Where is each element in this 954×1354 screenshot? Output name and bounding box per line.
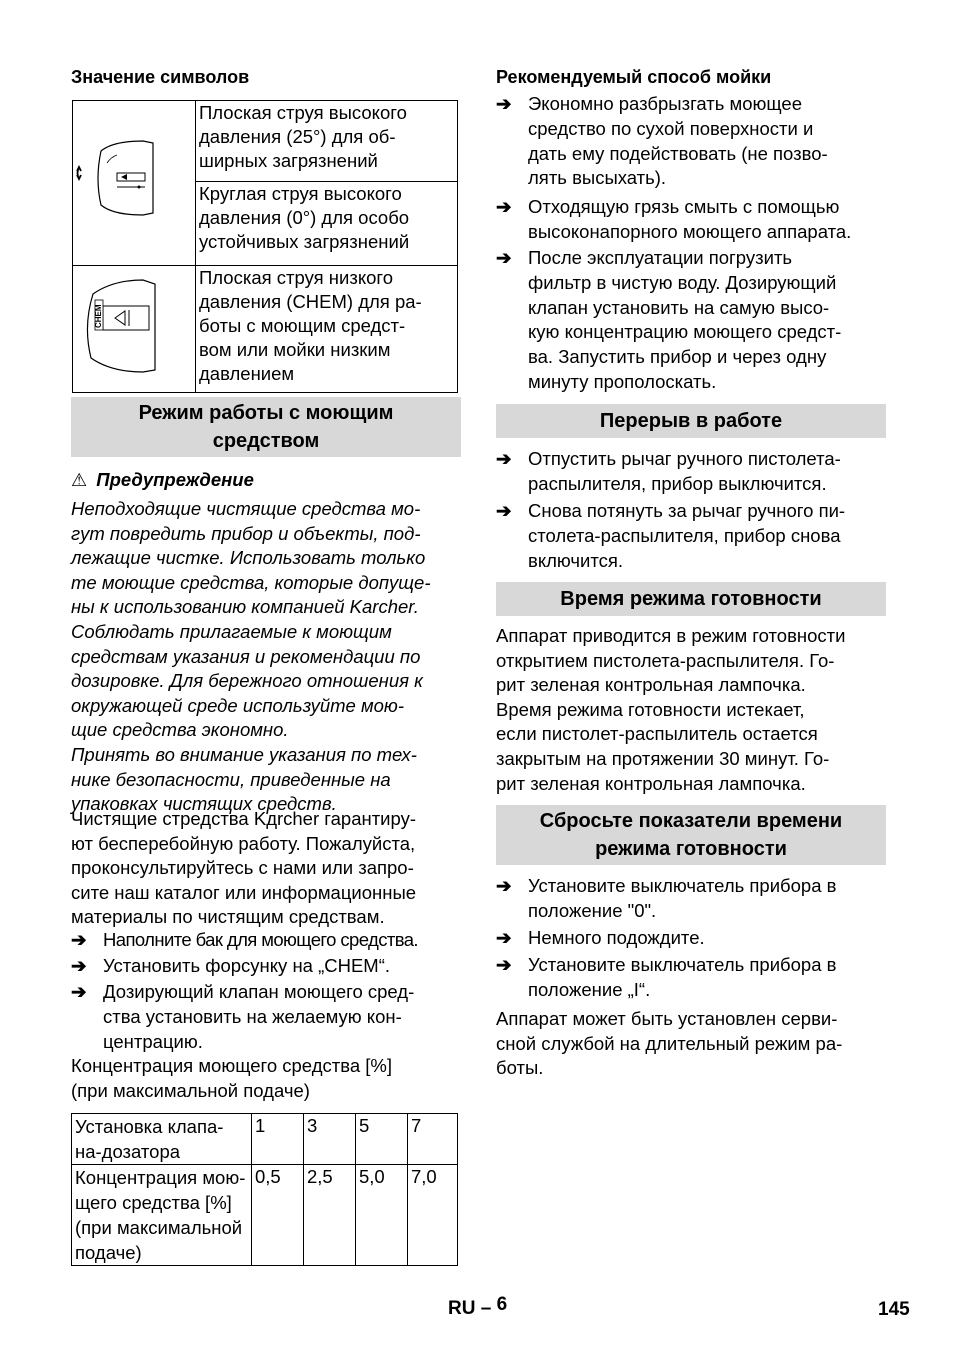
detergent-intro-text: Чистящие стредства Kдrcher гарантиру- ют бесперебойную работу. Пожалуйста, проконсультируйтесь с нами или запро- сите наш каталог или информационные материалы по чистящим средствам. [71,808,417,928]
table-cell: 2,5 [304,1165,356,1266]
arrow-icon: ➔ [71,955,87,976]
high-pressure-nozzle-icon [73,101,195,259]
list-item: ➔ Отпустить рычаг ручного пистолета- распылителя, прибор выключится. [496,448,841,494]
standby-text: Аппарат приводится в режим готовности открытием пистолета-распылителя. Го- рит зеленая контрольная лампочка. Время режима готовности истекает, если пистолет-распылитель остается закрытым на протяжении 30 минут. Го- рит зеленая контрольная лампочка. [496,625,846,794]
service-text: Аппарат может быть установлен серви- сной службой на длительный режим ра- боты. [496,1008,843,1079]
symbol-desc-flat-high: Плоская струя высокого давления (25°) для об- ширных загрязнений [196,101,458,182]
list-item: ➔ Снова потянуть за рычаг ручного пи- столета-распылителя, прибор снова включится. [496,500,846,571]
nozzle-high-pressure-cell [73,101,196,266]
footer-lang: RU [448,1298,476,1319]
table-cell: 0,5 [252,1165,304,1266]
list-item: ➔ Установить форсунку на „CHEM“. [71,954,461,979]
table-header-cell: Концентрация мою- щего средства [%] (при максимальной подаче) [72,1165,252,1266]
concentration-table [71,1113,458,1266]
warning-title: Предупреждение [96,469,254,490]
table-cell: 1 [252,1114,304,1165]
reset-heading: Сбросьте показатели времени режима готовности [496,805,886,865]
arrow-icon: ➔ [496,448,512,469]
list-item: ➔ Установите выключатель прибора в положение "0". [496,875,837,921]
symbols-heading: Значение символов [71,67,250,87]
arrow-icon: ➔ [71,929,87,950]
list-item: ➔ Наполните бак для моющего средства. [71,928,461,953]
break-heading: Перерыв в работе [496,404,886,438]
chem-label: CHEM [94,304,103,328]
symbols-table [72,100,458,393]
arrow-icon: ➔ [496,500,512,521]
list-item: ➔ Немного подождите. [496,926,886,951]
chem-nozzle-icon [73,266,195,386]
list-item: ➔ Экономно разбрызгать моющее средство по сухой поверхности и дать ему подействовать (не позво- лять высыхать). [496,93,828,189]
table-cell: 7 [408,1114,458,1165]
footer-section-page: 6 [496,1294,508,1315]
arrow-icon: ➔ [496,954,512,975]
symbol-desc-round-high: Круглая струя высокого давления (0°) для особо устойчивых загрязнений [196,181,458,265]
list-item: ➔ Отходящую грязь смыть с помощью высоконапорного моющего аппарата. [496,196,852,242]
standby-heading: Время режима готовности [496,582,886,616]
list-item: ➔ Дозирующий клапан моющего сред- ства установить на желаемую кон- центрацию. [71,981,415,1052]
warning-icon: ⚠ [71,470,88,490]
arrow-icon: ➔ [71,981,87,1002]
symbol-desc-flat-low: Плоская струя низкого давления (CHEM) для ра- боты с моющим средст- вом или мойки низким давлением [196,266,458,393]
page-number: 145 [878,1299,910,1320]
table-cell: 7,0 [408,1165,458,1266]
page-footer-section [448,1294,508,1320]
footer-dash: – [480,1298,492,1319]
table-cell: 3 [304,1114,356,1165]
method-heading: Рекомендуемый способ мойки [496,67,772,87]
arrow-icon: ➔ [496,93,512,114]
arrow-icon: ➔ [496,196,512,217]
arrow-icon: ➔ [496,927,512,948]
arrow-icon: ➔ [496,247,512,268]
table-cell: 5 [356,1114,408,1165]
list-item: ➔ Установите выключатель прибора в положение „I“. [496,954,837,1000]
warning-title-row [71,468,254,492]
table-header-cell: Установка клапа- на-дозатора [72,1114,252,1165]
warning-text: Неподходящие чистящие средства мо- гут повредить прибор и объекты, под- лежащие чистке. Использовать только те моющие средства, которые допуще- ны к использованию компанией Karcher. Соблюдать прилагаемые к моющим средствам указания и рекомендации по дозировке. Для бережного отношения к окружающей среде используйте мою- щие средства экономно. Принять во внимание указания по тех- нике безопасности, приведенные на упаковках чистящих средств. [71,498,431,815]
table-cell: 5,0 [356,1165,408,1266]
arrow-icon: ➔ [496,875,512,896]
concentration-caption: Концентрация моющего средства [%] (при максимальной подаче) [71,1055,392,1101]
detergent-mode-heading: Режим работы с моющим средством [71,397,461,457]
nozzle-chem-cell [73,266,196,393]
list-item: ➔ После эксплуатации погрузить фильтр в чистую воду. Дозирующий клапан установить на самую высо- кую концентрацию моющего средст- ва. Запустить прибор и через одну минуту прополоскать. [496,247,842,392]
